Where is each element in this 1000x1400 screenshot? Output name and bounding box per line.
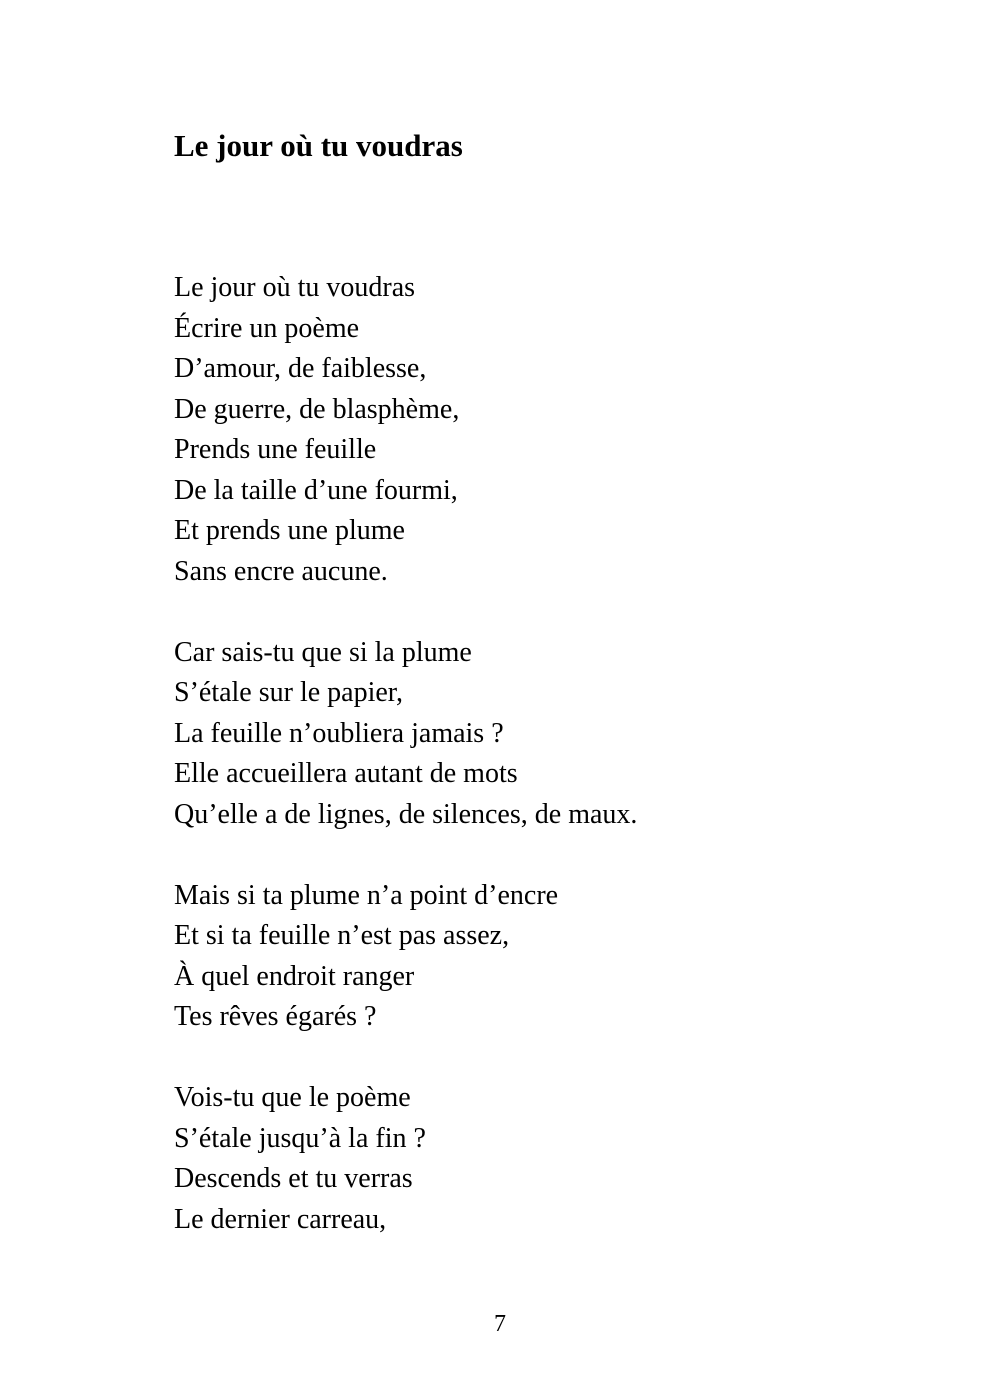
- poem-line: S’étale sur le papier,: [174, 677, 404, 708]
- poem-line: Tes rêves égarés ?: [174, 1001, 377, 1032]
- poem-line: De la taille d’une fourmi,: [174, 474, 458, 506]
- poem-line: D’amour, de faiblesse,: [174, 353, 427, 384]
- stanza-1: [174, 268, 934, 592]
- page-number: 7: [494, 1311, 506, 1337]
- stanza-2: [174, 633, 934, 836]
- poem-line: La feuille n’oubliera jamais ?: [174, 717, 504, 749]
- poem-line: S’étale jusqu’à la fin ?: [174, 1122, 426, 1154]
- poem-line: Et si ta feuille n’est pas assez,: [174, 920, 510, 951]
- poem-line: De guerre, de blasphème,: [174, 393, 460, 425]
- poem-line: Sans encre aucune.: [174, 555, 388, 587]
- poem-line: Car sais-tu que si la plume: [174, 636, 472, 668]
- poem-line: Qu’elle a de lignes, de silences, de maux.: [174, 798, 638, 830]
- poem-body: [174, 268, 934, 1281]
- poem-line: Mais si ta plume n’a point d’encre: [174, 879, 559, 911]
- poem-line: Elle accueillera autant de mots: [174, 758, 518, 789]
- poem-title: Le jour où tu voudras: [174, 128, 463, 163]
- stanza-4: [174, 1078, 934, 1240]
- poem-line: À quel endroit ranger: [174, 960, 415, 992]
- poem-line: Descends et tu verras: [174, 1163, 413, 1194]
- poem-line: Prends une feuille: [174, 434, 377, 465]
- poem-line: Vois-tu que le poème: [174, 1082, 411, 1113]
- stanza-3: [174, 876, 934, 1038]
- poem-line: Et prends une plume: [174, 515, 405, 546]
- poem-line: Écrire un poème: [174, 312, 360, 344]
- poem-line: Le jour où tu voudras: [174, 272, 416, 303]
- poem-line: Le dernier carreau,: [174, 1203, 387, 1235]
